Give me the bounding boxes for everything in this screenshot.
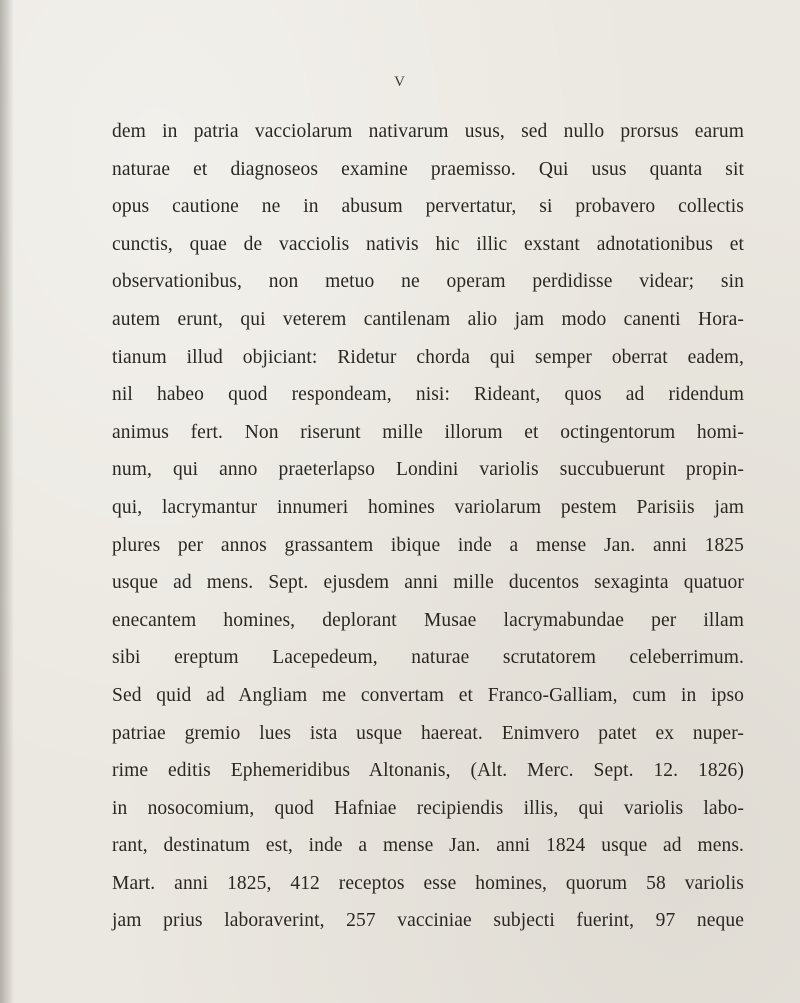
- text-line: tianum illud objiciant: Ridetur chorda qui semper oberrat eadem,: [112, 346, 744, 368]
- body-text: [112, 113, 744, 940]
- page-number: V: [394, 74, 406, 90]
- text-line: opus cautione ne in abusum pervertatur, si probavero collectis: [112, 196, 744, 218]
- text-line: Mart. anni 1825, 412 receptos esse homines, quorum 58 variolis: [112, 872, 744, 894]
- text-line: autem erunt, qui veterem cantilenam alio jam modo canenti Hora-: [112, 308, 744, 330]
- text-line: dem in patria vacciolarum nativarum usus, sed nullo prorsus earum: [112, 121, 744, 142]
- text-line: observationibus, non metuo ne operam perdidisse videar; sin: [112, 271, 744, 293]
- text-line: usque ad mens. Sept. ejusdem anni mille ducentos sexaginta quatuor: [112, 572, 744, 594]
- text-line: naturae et diagnoseos examine praemisso. Qui usus quanta sit: [112, 158, 744, 180]
- text-line: patriae gremio lues ista usque haereat. Enimvero patet ex nuper-: [112, 722, 744, 744]
- text-line: nil habeo quod respondeam, nisi: Rideant, quos ad ridendum: [112, 384, 744, 406]
- text-line: in nosocomium, quod Hafniae recipiendis illis, qui variolis labo-: [112, 797, 744, 819]
- text-line: jam prius laboraverint, 257 vacciniae subjecti fuerint, 97 neque: [112, 910, 744, 932]
- text-line: animus fert. Non riserunt mille illorum et octingentorum homi-: [112, 421, 744, 443]
- text-line: cunctis, quae de vacciolis nativis hic illic exstant adnotationibus et: [112, 233, 744, 255]
- text-line: enecantem homines, deplorant Musae lacrymabundae per illam: [112, 609, 744, 631]
- text-line: Sed quid ad Angliam me convertam et Franco-Galliam, cum in ipso: [112, 684, 744, 706]
- text-line: rant, destinatum est, inde a mense Jan. anni 1824 usque ad mens.: [112, 835, 744, 857]
- text-line: sibi ereptum Lacepedeum, naturae scrutatorem celeberrimum.: [112, 647, 744, 669]
- text-line: qui, lacrymantur innumeri homines variolarum pestem Parisiis jam: [112, 496, 744, 518]
- text-line: rime editis Ephemeridibus Altonanis, (Alt. Merc. Sept. 12. 1826): [112, 760, 744, 782]
- text-line: plures per annos grassantem ibique inde a mense Jan. anni 1825: [112, 534, 744, 556]
- text-line: num, qui anno praeterlapso Londini variolis succubuerunt propin-: [112, 459, 744, 481]
- binding-shadow: [0, 0, 14, 1003]
